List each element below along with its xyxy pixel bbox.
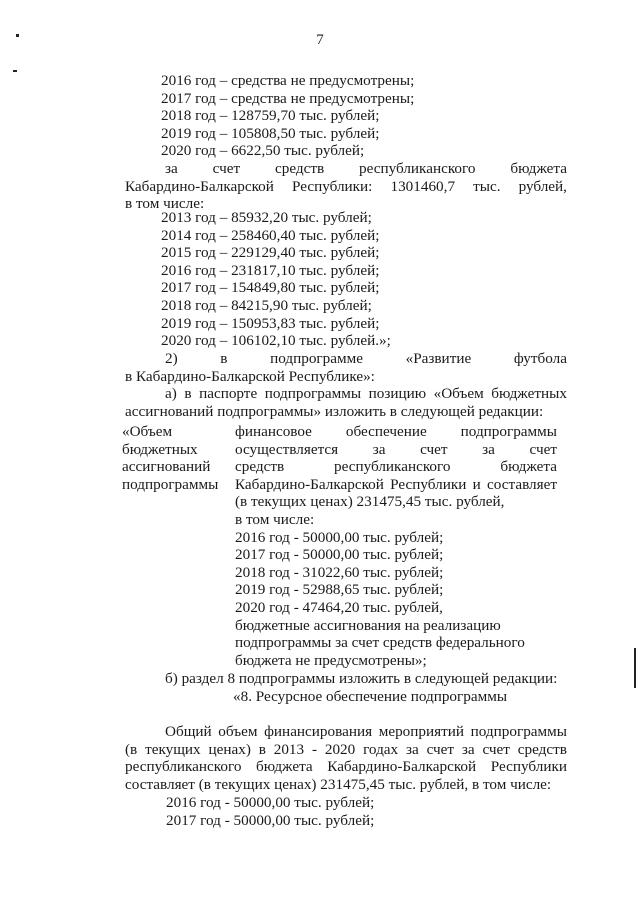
scan-mark: [13, 70, 17, 72]
paragraph-line: республиканского бюджета Кабардино-Балкарской Республики: [125, 758, 567, 776]
passport-value-line: в том числе:: [235, 510, 315, 528]
paragraph-line: (в текущих ценах) в 2013 - 2020 годах за счет за счет средств: [125, 740, 567, 758]
federal-year-line: 2020 год – 6622,50 тыс. рублей;: [161, 142, 365, 160]
republic-year-line: 2016 год – 231817,10 тыс. рублей;: [161, 261, 380, 279]
final-year-line: 2017 год - 50000,00 тыс. рублей;: [166, 811, 375, 829]
paragraph-line: Кабардино-Балкарской Республики: 1301460,7 тыс. рублей,: [125, 177, 567, 195]
federal-year-line: 2019 год – 105808,50 тыс. рублей;: [161, 124, 380, 142]
final-year-line: 2016 год - 50000,00 тыс. рублей;: [166, 794, 375, 811]
republic-year-line: 2020 год – 106102,10 тыс. рублей.»;: [161, 332, 391, 350]
passport-value-line: (в текущих ценах) 231475,45 тыс. рублей,: [235, 493, 505, 511]
paragraph-line: ассигнований подпрограммы» изложить в следующей редакции:: [125, 402, 544, 420]
passport-value-line: 2018 год - 31022,60 тыс. рублей;: [235, 563, 444, 581]
item-b-line: б) раздел 8 подпрограммы изложить в следующей редакции:: [165, 670, 558, 687]
passport-value-line: подпрограммы за счет средств федерального: [235, 634, 525, 652]
paragraph-line: а) в паспорте подпрограммы позицию «Объем бюджетных: [165, 385, 567, 402]
passport-value-line: 2019 год - 52988,65 тыс. рублей;: [235, 581, 444, 599]
republic-year-line: 2017 год – 154849,80 тыс. рублей;: [161, 279, 380, 297]
passport-label-line: подпрограммы: [122, 475, 219, 493]
final-paragraph: [125, 723, 567, 793]
paragraph-line: Общий объем финансирования мероприятий подпрограммы: [165, 723, 567, 740]
republic-year-line: 2018 год – 84215,90 тыс. рублей;: [161, 296, 372, 314]
passport-label-line: «Объем: [122, 423, 173, 440]
republic-year-line: 2019 год – 150953,83 тыс. рублей;: [161, 314, 380, 332]
passport-value-line: Кабардино-Балкарской Республики и составляет: [235, 475, 557, 493]
passport-value-line: бюджета не предусмотрены»;: [235, 651, 427, 669]
item-a-paragraph: [125, 385, 567, 420]
passport-value-line: осуществляется за счет за счет: [235, 440, 557, 458]
passport-value-line: бюджетные ассигнования на реализацию: [235, 616, 501, 634]
republic-year-line: 2014 год – 258460,40 тыс. рублей;: [161, 226, 380, 244]
passport-value-line: финансовое обеспечение подпрограммы: [235, 423, 557, 440]
item-2-paragraph: [125, 350, 567, 385]
passport-value-column: [235, 423, 557, 669]
passport-value-line: 2016 год - 50000,00 тыс. рублей;: [235, 528, 444, 546]
federal-year-line: 2016 год – средства не предусмотрены;: [161, 72, 415, 89]
paragraph-line: в Кабардино-Балкарской Республике»:: [125, 367, 375, 385]
paragraph-line: составляет (в текущих ценах) 231475,45 тыс. рублей, в том числе:: [125, 775, 552, 793]
passport-value-line: средств республиканского бюджета: [235, 458, 557, 476]
passport-label-column: [122, 423, 218, 493]
paragraph-line: 2) в подпрограмме «Развитие футбола: [165, 350, 567, 367]
passport-value-line: 2020 год - 47464,20 тыс. рублей,: [235, 598, 443, 616]
federal-year-line: 2017 год – средства не предусмотрены;: [161, 89, 415, 107]
federal-year-line: 2018 год – 128759,70 тыс. рублей;: [161, 107, 380, 125]
paragraph-line: за счет средств республиканского бюджета: [165, 160, 567, 177]
paragraph-line: в том числе:: [125, 195, 205, 213]
section-title: «8. Ресурсное обеспечение подпрограммы: [233, 688, 508, 705]
final-funding-list: [166, 794, 374, 829]
passport-label-line: бюджетных: [122, 440, 198, 458]
scan-edge-line: [634, 648, 636, 688]
republic-year-line: 2015 год – 229129,40 тыс. рублей;: [161, 244, 380, 262]
republic-funding-list: [161, 209, 391, 350]
passport-value-line: 2017 год - 50000,00 тыс. рублей;: [235, 546, 444, 564]
republic-budget-paragraph: [125, 160, 567, 213]
republic-year-line: 2013 год – 85932,20 тыс. рублей;: [161, 209, 372, 226]
page-number: 7: [316, 32, 324, 48]
federal-funding-list: [161, 72, 414, 160]
passport-label-line: ассигнований: [122, 458, 211, 476]
